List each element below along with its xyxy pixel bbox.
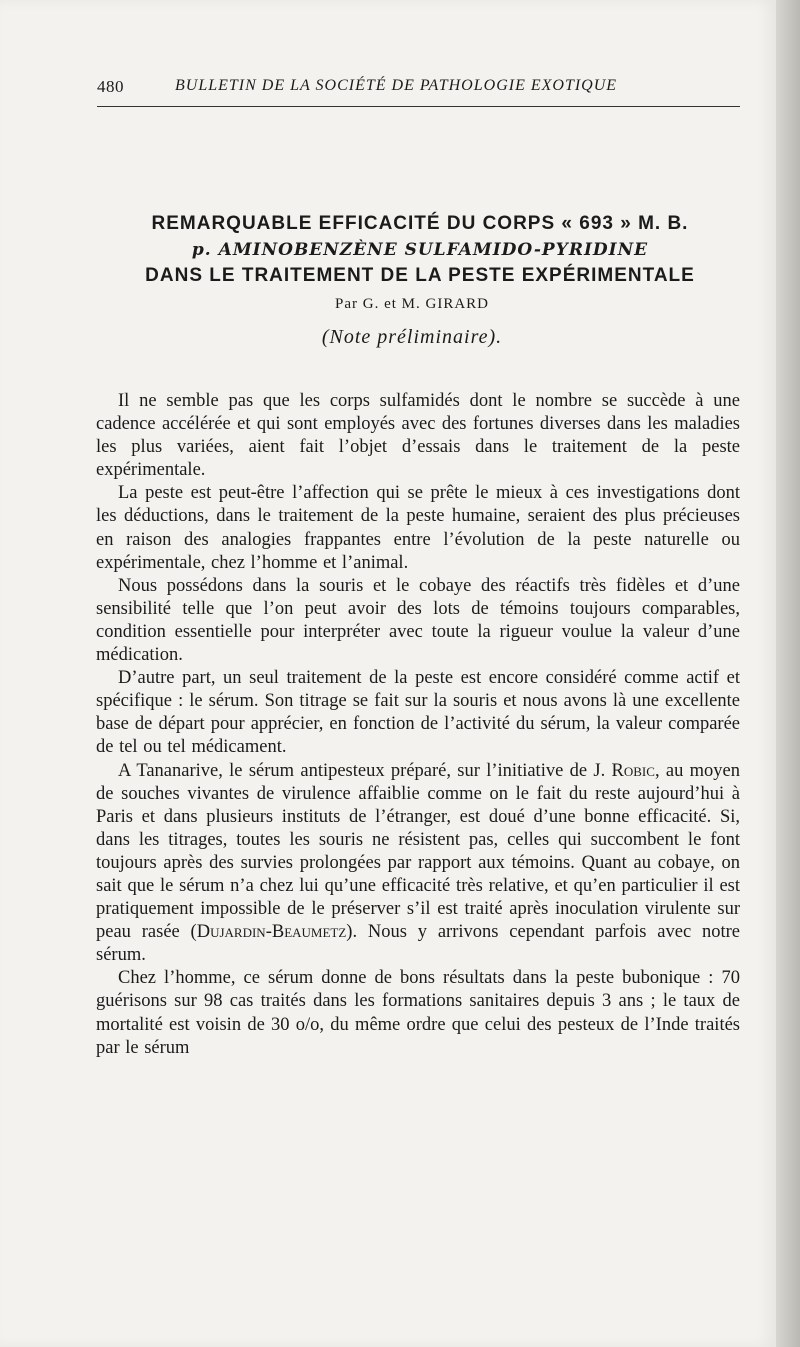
paragraph-4: D’autre part, un seul traitement de la peste est encore considéré comme actif et spécifique : le sérum. Son titrage se fait sur la souris et nous avons là une excellente base de départ pour apprécier, en fonction de l’activité du sérum, la valeur comparée de tel ou tel médicament. [96, 668, 740, 758]
title-line-2: p. AMINOBENZÈNE SULFAMIDO-PYRIDINE [191, 240, 649, 260]
paragraph-5 [96, 760, 740, 968]
note: (Note préliminaire). [321, 326, 503, 348]
paragraph-5-part-c: ). Nous y arrivons cependant parfois avec notre sérum. [96, 922, 741, 966]
paragraph-3: Nous possédons dans la souris et le cobaye des réactifs très fidèles et d’une sensibilité telle que l’on peut avoir des lots de témoins toujours comparables, condition essentielle pour interpréter avec toute la rigueur voulue la valeur d’une médication. [96, 575, 740, 666]
running-head: BULLETIN DE LA SOCIÉTÉ DE PATHOLOGIE EXOTIQUE [175, 77, 618, 94]
paragraph-5-part-a: A Tananarive, le sérum antipesteux préparé, sur l’initiative de J. [118, 760, 612, 781]
title-line-3: DANS LE TRAITEMENT DE LA PESTE EXPÉRIMENTALE [145, 265, 695, 286]
paragraph-2: La peste est peut-être l’affection qui se prête le mieux à ces investigations dont les déductions, dans le traitement de la peste humaine, seraient des plus précieuses en raison des analogies frappantes entre l’évolution de la peste naturelle ou expérimentale, chez l’homme et l’animal. [96, 483, 740, 573]
page-header [97, 77, 737, 107]
header-rule [97, 106, 740, 107]
author-name-robic: Robic [611, 760, 655, 781]
paragraph-5-part-b: , au moyen de souches vivantes de virulence affaiblie comme on le fait du reste aujourd’hui à Paris et dans plusieurs instituts de l’étranger, est doué d’une bonne efficacité. Si, dans les titrages, toutes les souris ne résistent pas, celles qui succombent le font toujours après des survies prolongées par rapport aux témoins. Quant au cobaye, on sait que le sérum n’a chez lui qu’une efficacité très relative, et qu’en particulier il est pratiquement impossible de le préserver s’il est traité après inoculation virulente sur peau rasée ( [96, 760, 741, 943]
author-name-dujardin-beaumetz: Dujardin-Beaumetz [196, 922, 347, 943]
authors: Par G. et M. GIRARD [335, 296, 489, 312]
page-edge [776, 0, 800, 1347]
paragraph-6: Chez l’homme, ce sérum donne de bons résultats dans la peste bubonique : 70 guérisons sur 98 cas traités dans les formations sanitaires depuis 3 ans ; le taux de mortalité est voisin de 30 o/o, du même ordre que celui des pesteux de l’Inde traités par le sérum [96, 968, 740, 1058]
page-number: 480 [97, 77, 124, 96]
article-title [100, 211, 740, 289]
paragraph-1: Il ne semble pas que les corps sulfamidés dont le nombre se succède à une cadence accélérée et qui sont employés avec des fortunes diverses dans les maladies les plus variées, aient fait l’objet d’essais dans le traitement de la peste expérimentale. [96, 391, 740, 481]
title-line-1: REMARQUABLE EFFICACITÉ DU CORPS « 693 » M. B. [151, 213, 689, 234]
body-text [96, 390, 740, 1060]
